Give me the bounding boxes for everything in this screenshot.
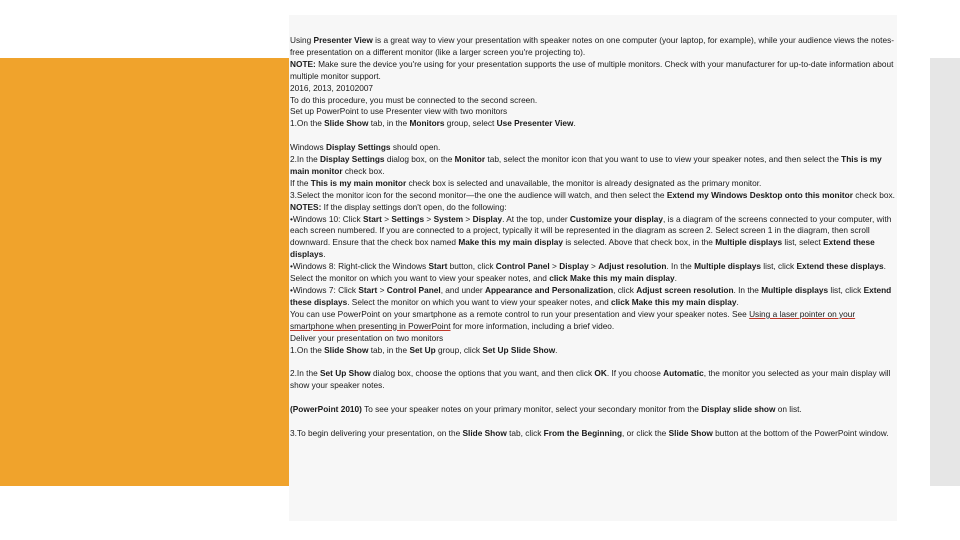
paragraph-smartphone: You can use PowerPoint on your smartphone as a remote control to run your presentation and view your speaker notes. See Using a laser pointer on your smartphone when presenting in PowerPoint for more information, including a brief video. bbox=[290, 308, 856, 331]
step-1-setup: 1.On the Slide Show tab, in the Monitors group, select Use Presenter View. bbox=[290, 118, 576, 129]
paragraph-intro: Using Presenter View is a great way to view your presentation with speaker notes on one computer (your laptop, for example), while your audience views the notes-free presentation on a different monitor (like a larger screen you're projecting to). bbox=[290, 35, 895, 57]
paragraph-powerpoint-2010: (PowerPoint 2010) To see your speaker notes on your primary monitor, select your secondary monitor from the Display slide show on list. bbox=[290, 404, 802, 415]
paragraph-prereq: To do this procedure, you must be connected to the second screen. bbox=[290, 94, 538, 105]
paragraph-notes: NOTES: If the display settings don't open, do the following: bbox=[290, 201, 507, 212]
bullet-windows-8: •Windows 8: Right-click the Windows Start button, click Control Panel > Display > Adjust resolution. In the Multiple displays list, click Extend these displays. Select the monitor on which you want to view your speaker notes, and click Make this my main display. bbox=[290, 261, 886, 284]
step-3-deliver: 3.To begin delivering your presentation, on the Slide Show tab, click From the Beginning, or click the Slide Show button at the bottom of the PowerPoint window. bbox=[290, 427, 889, 438]
paragraph-display-settings: Windows Display Settings should open. bbox=[290, 142, 441, 153]
right-side-panel bbox=[930, 58, 960, 486]
orange-accent-block bbox=[0, 58, 289, 486]
bullet-windows-10: •Windows 10: Click Start > Settings > System > Display. At the top, under Customize your display, is a diagram of the screens connected to your computer, with each screen numbered. If you are connected to a project, typically it will be represented in the diagram as screen 2. Select screen 1 in the diagram, then scroll downward. Ensure that the check box named Make this my main display is selected. Above that check box, in the Multiple displays list, select Extend these displays. bbox=[290, 213, 892, 260]
heading-deliver: Deliver your presentation on two monitors bbox=[290, 332, 444, 343]
paragraph-note: NOTE: Make sure the device you're using for your presentation supports the use of multiple monitors. Check with your manufacturer for up-to-date information about multiple monitor support. bbox=[290, 58, 894, 81]
step-3-setup: 3.Select the monitor icon for the second monitor—the one the audience will watch, and then select the Extend my Windows Desktop onto this monitor check box. bbox=[290, 189, 895, 200]
bullet-windows-7: •Windows 7: Click Start > Control Panel, and under Appearance and Personalization, click Adjust screen resolution. In the Multiple displays list, click Extend these displays. Select the monitor on which you want to view your speaker notes, and click Make this my main display. bbox=[290, 285, 892, 307]
paragraph-main-monitor: If the This is my main monitor check box is selected and unavailable, the monitor is already designated as the primary monitor. bbox=[290, 177, 762, 188]
step-2-setup: 2.In the Display Settings dialog box, on the Monitor tab, select the monitor icon that you want to use to view your speaker notes, and then select the This is my main monitor check box. bbox=[290, 154, 882, 176]
laser-pointer-link[interactable]: Using a laser pointer on your smartphone when presenting in PowerPoint bbox=[290, 308, 856, 331]
paragraph-versions: 2016, 2013, 20102007 bbox=[290, 82, 374, 93]
step-2-deliver: 2.In the Set Up Show dialog box, choose the options that you want, and then click OK. If you choose Automatic, the monitor you selected as your main display will show your speaker notes. bbox=[290, 368, 891, 391]
document-body bbox=[289, 15, 897, 521]
heading-setup: Set up PowerPoint to use Presenter view with two monitors bbox=[290, 106, 508, 117]
step-1-deliver: 1.On the Slide Show tab, in the Set Up group, click Set Up Slide Show. bbox=[290, 344, 558, 355]
